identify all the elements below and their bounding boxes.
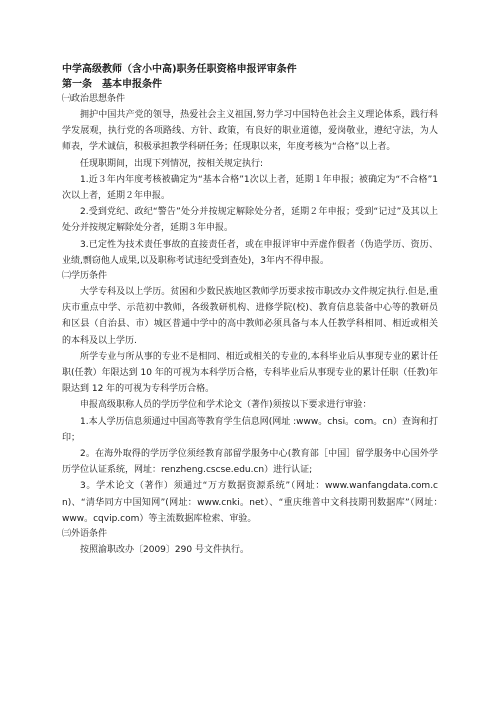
paragraph: 大学专科及以上学历。贫困和少数民族地区教师学历要求按市职改办文件规定执行.但是,重庆市重点中学、示范初中教师，各级教研机构、进修学院(校)、教育信息装备中心等的教研员和区县（自治县、市）城区普通中学中的高中教师必须具备与本人任教学科相同、相近或相关的本科及以上学历.: [62, 287, 438, 346]
section-heading-political: ㈠政治思想条件: [62, 94, 126, 104]
list-item: 2.受到党纪、政纪“警告”处分并按规定解除处分者，延期２年申报；受到“记过”及其以上处分并按规定解除处分者，延期３年申报。: [62, 207, 438, 234]
article-heading: 第一条 基本申报条件: [62, 79, 162, 90]
paragraph: 拥护中国共产党的领导，热爱社会主义祖国,努力学习中国特色社会主义理论体系，践行科学发展观，执行党的各项路线、方针、政策，有良好的职业道德，爱岗敬业，遵纪守法，为人师表，学术诚信，积极承担教学科研任务；任现职以来，年度考核为“合格”以上者。: [62, 110, 438, 153]
paragraph: 申报高级职称人员的学历学位和学术论文（著作)须按以下要求进行审验：: [80, 400, 372, 411]
list-item: 3.已定性为技术责任事故的直接责任者，或在申报评审中弄虚作假者（伪造学历、资历、业绩,剽窃他人成果,以及职称考试违纪受到查处)，3年内不得申报。: [62, 239, 438, 266]
list-item: 3。学术论文（著作）须通过“万方数据资源系统”（网址：www.wanfangdata.com.cn)、“清华同方中国知网”(网址：www.cnki。net）、“重庆维普中文科技期刊数据库”（网址： www。cqvip.com）等主流数据库检索、审验。: [62, 481, 448, 524]
list-item: 1.本人学历信息须通过中国高等教育学生信息网(网址 :www。chsi。com。cn）查询和打印；: [62, 416, 438, 443]
paragraph: 按照渝职改办〔2009〕290 号文件执行。: [80, 545, 249, 556]
list-item: 1.近３年内年度考核被确定为“基本合格”1次以上者，延期１年申报；被确定为“不合格”1次以上者，延期２年申报。: [62, 174, 438, 202]
paragraph: 所学专业与所从事的专业不是相同、相近或相关的专业的,本科毕业后从事现专业的累计任职(任教）年限达到 10 年的可视为本科学历合格，专科毕业后从事现专业的累计任职（任教)年限达到 12 年的可视为专科学历合格。: [62, 351, 438, 395]
list-item: 2。在海外取得的学历学位须经教育部留学服务中心(教育部［中国］留学服务中心国外学历学位认证系统，网址：renzheng.cscse.edu.cn）进行认证;: [62, 449, 438, 476]
section-heading-education: ㈡学历条件: [62, 271, 108, 282]
section-heading-language: ㈢外语条件: [62, 529, 108, 540]
paragraph: 任现职期间，出现下列情况，按相关规定执行:: [80, 158, 264, 169]
document-title: 中学高级教师（含小中高)职务任职资格申报评审条件: [62, 64, 297, 75]
document-body: [62, 62, 448, 558]
